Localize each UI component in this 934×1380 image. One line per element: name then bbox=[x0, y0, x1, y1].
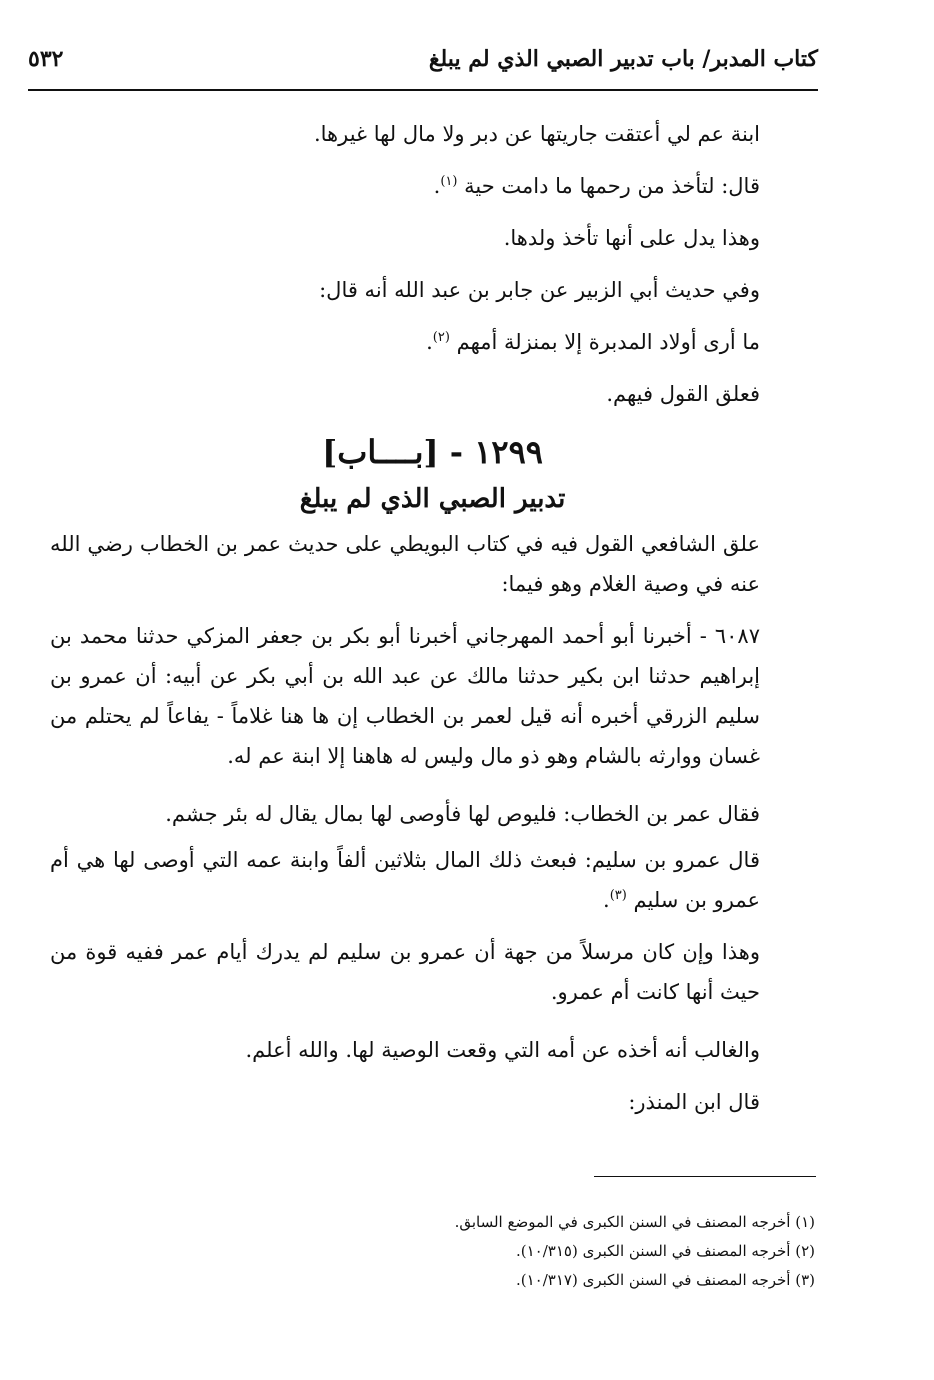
header-title: كتاب المدبر/ باب تدبير الصبي الذي لم يبلغ bbox=[428, 46, 818, 72]
paragraph: فقال عمر بن الخطاب: فليوص لها فأوصى لها بمال يقال له بئر جشم. bbox=[165, 802, 760, 826]
main-text bbox=[50, 108, 815, 1128]
chapter-title: تدبير الصبي الذي لم يبلغ bbox=[299, 484, 566, 514]
paragraph: والغالب أنه أخذه عن أمه التي وقعت الوصية لها. والله أعلم. bbox=[245, 1038, 760, 1062]
footnote: (٢) أخرجه المصنف في السنن الكبرى (١٠/٣١٥). bbox=[515, 1242, 815, 1260]
paragraph: وفي حديث أبي الزبير عن جابر بن عبد الله أنه قال: bbox=[319, 278, 760, 302]
paragraph: ما أرى أولاد المدبرة إلا بمنزلة أمهم $^{(٢)}$. bbox=[426, 330, 760, 354]
paragraph: قال عمرو بن سليم: فبعث ذلك المال بثلاثين ألفاً وابنة عمه التي أوصى لها هي أم عمرو بن سليم $^{(٣)}$. bbox=[50, 848, 760, 912]
footnote-ref[interactable]: (١) bbox=[440, 174, 458, 189]
footnote-ref[interactable]: (٣) bbox=[609, 888, 627, 903]
paragraph: وهذا وإن كان مرسلاً من جهة أن عمرو بن سليم لم يدرك أيام عمر ففيه قوة من حيث أنها كانت أم عمرو. bbox=[50, 940, 760, 1004]
footnote-ref[interactable]: (٢) bbox=[432, 330, 450, 345]
running-header bbox=[28, 40, 818, 90]
page-number: ٥٣٢ bbox=[28, 46, 64, 72]
paragraph: وهذا يدل على أنها تأخذ ولدها. bbox=[503, 226, 760, 250]
hadith-paragraph: ٦٠٨٧ - أخبرنا أبو أحمد المهرجاني أخبرنا أبو بكر بن جعفر المزكي حدثنا محمد بن إبراهيم حدثنا ابن بكير حدثنا مالك عن عبد الله بن أبي بكر عن أبيه: أن عمرو بن سليم الزرقي أخبره أنه قيل لعمر بن الخطاب إن ها هنا غلاماً - يفاعاً لم يحتلم من غسان ووارثه بالشام وهو ذو مال وليس له هاهنا إلا ابنة عم له. bbox=[50, 624, 760, 768]
footnote: (١) أخرجه المصنف في السنن الكبرى في الموضع السابق. bbox=[454, 1213, 815, 1231]
paragraph: قال: لتأخذ من رحمها ما دامت حية $^{(١)}$. bbox=[433, 174, 760, 198]
paragraph: فعلق القول فيهم. bbox=[606, 382, 760, 406]
paragraph: قال ابن المنذر: bbox=[628, 1090, 760, 1114]
paragraph: ابنة عم لي أعتقت جاريتها عن دبر ولا مال لها غيرها. bbox=[313, 122, 760, 146]
footnote-separator bbox=[594, 1176, 816, 1177]
paragraph: علق الشافعي القول فيه في كتاب البويطي على حديث عمر بن الخطاب رضي الله عنه في وصية الغلام وهو فيما: bbox=[50, 532, 760, 596]
chapter-heading bbox=[50, 428, 815, 522]
chapter-number: ١٢٩٩ - [بــــاب] bbox=[322, 433, 543, 471]
footnotes bbox=[200, 1208, 815, 1295]
footnote: (٣) أخرجه المصنف في السنن الكبرى (١٠/٣١٧). bbox=[515, 1271, 815, 1289]
header-rule bbox=[28, 89, 818, 91]
